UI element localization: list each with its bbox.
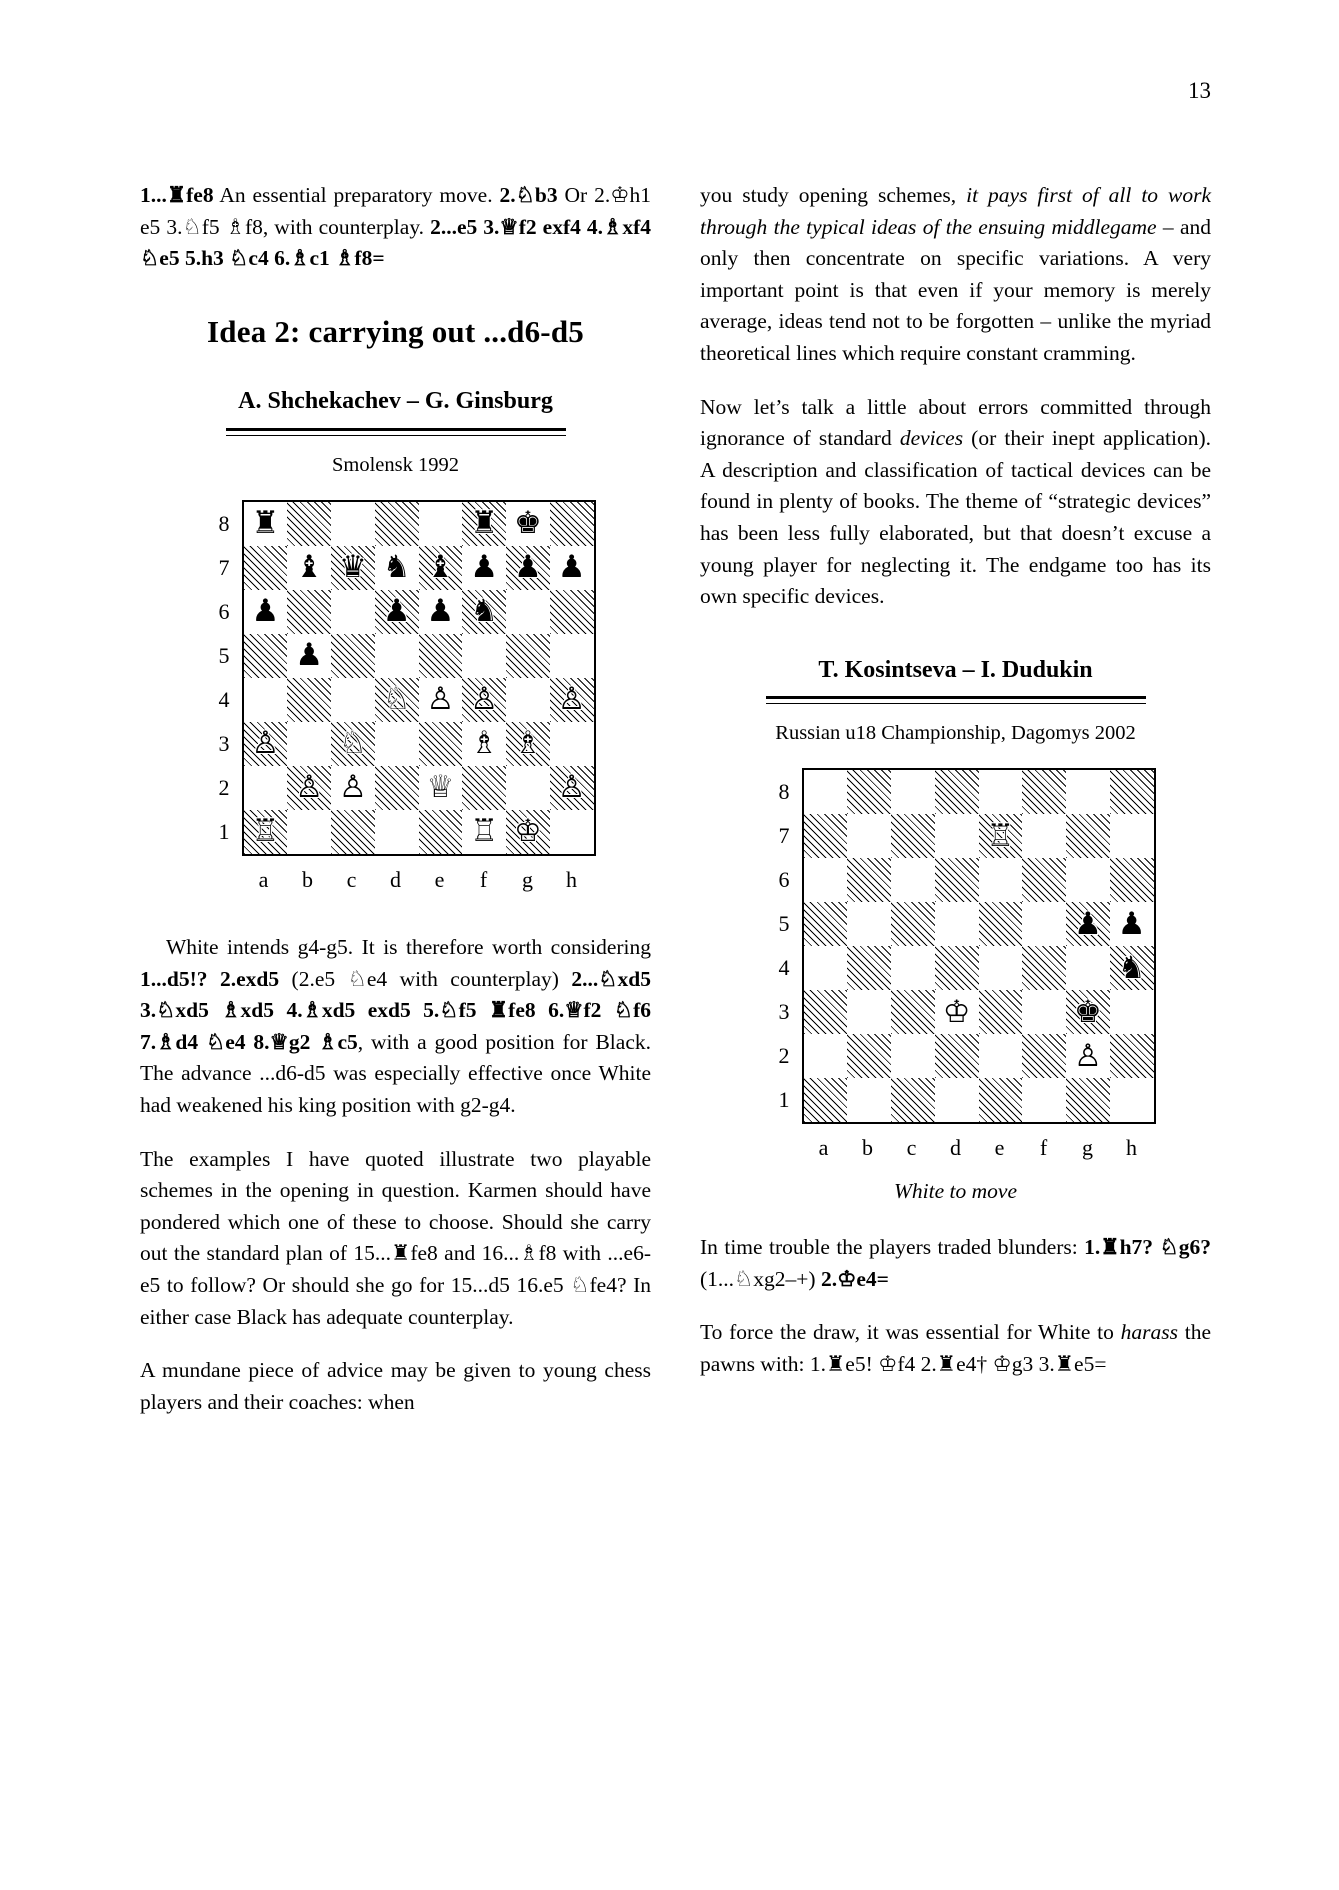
board-top-square	[375, 766, 419, 810]
board-top-square	[375, 634, 419, 678]
board-bottom-square	[891, 990, 935, 1034]
board-bottom-square	[1066, 770, 1110, 814]
right-column	[700, 180, 1211, 1402]
board-top-piece: ♚	[513, 505, 542, 542]
board-bottom-square	[804, 814, 848, 858]
board-top-square	[419, 502, 463, 546]
board-bottom-file-label: d	[950, 1135, 961, 1161]
board-top-square	[550, 634, 594, 678]
board-bottom-square	[1066, 990, 1110, 1034]
board-top-square	[550, 546, 594, 590]
game-header-players-2: T. Kosintseva – I. Dudukin	[818, 656, 1093, 683]
board-bottom-square	[935, 946, 979, 990]
board-top-square	[287, 810, 331, 854]
board-top-square	[550, 590, 594, 634]
right-paragraph-4: To force the draw, it was essential for White to harass the pawns with: 1.♜e5! ♔f4 2.♜e4† ♔g3 3.♜e5=	[700, 1320, 1211, 1376]
board-top-rank-label: 6	[218, 598, 230, 624]
board-top-square	[506, 678, 550, 722]
board-bottom-file-label: g	[1082, 1135, 1093, 1161]
board-bottom-square	[1066, 946, 1110, 990]
board-bottom-square	[804, 858, 848, 902]
board-top-square	[506, 634, 550, 678]
board-bottom-square	[935, 770, 979, 814]
board-top-square	[287, 590, 331, 634]
board-top-piece: ♞	[470, 593, 499, 630]
board-top-piece: ♗	[513, 725, 542, 762]
board-top-square	[462, 722, 506, 766]
board-bottom-square	[935, 858, 979, 902]
board-top-square	[331, 678, 375, 722]
board-bottom-square	[891, 1034, 935, 1078]
board-top-square	[419, 590, 463, 634]
board-top-piece: ♙	[557, 681, 586, 718]
board-bottom-square	[847, 990, 891, 1034]
board-top-file-label: f	[479, 866, 488, 892]
board-top-square	[331, 722, 375, 766]
board-top-piece: ♟	[557, 549, 586, 586]
board-top-rank-label: 5	[218, 642, 230, 668]
board-top-square	[244, 634, 288, 678]
board-bottom-square	[847, 770, 891, 814]
board-top-square	[550, 810, 594, 854]
board-bottom-rank-label: 8	[778, 779, 790, 805]
board-bottom-square	[891, 770, 935, 814]
board-bottom-square	[1022, 858, 1066, 902]
board-top-square	[462, 590, 506, 634]
board-bottom-rank-label: 3	[778, 999, 790, 1025]
board-bottom-square	[979, 902, 1023, 946]
board-bottom-square	[1066, 814, 1110, 858]
board-bottom-piece: ♟	[1117, 905, 1146, 942]
board-caption: White to move	[894, 1179, 1017, 1204]
board-bottom-square	[1022, 814, 1066, 858]
board-top-square	[506, 502, 550, 546]
board-bottom-square	[935, 1078, 979, 1122]
board-bottom-square	[1110, 1078, 1154, 1122]
left-column	[140, 180, 651, 1440]
board-bottom-piece: ♟	[1073, 905, 1102, 942]
board-bottom-grid	[802, 768, 1156, 1124]
board-bottom-square	[847, 1034, 891, 1078]
board-top-square	[244, 502, 288, 546]
board-bottom-rank-label: 7	[778, 823, 790, 849]
board-top-square	[506, 590, 550, 634]
board-top-piece: ♙	[295, 769, 324, 806]
board-bottom-square	[1110, 990, 1154, 1034]
board-bottom-file-label: h	[1126, 1135, 1137, 1161]
board-top-square	[550, 722, 594, 766]
board-top-piece: ♖	[470, 813, 499, 850]
board-bottom-square	[979, 946, 1023, 990]
board-top-square	[375, 590, 419, 634]
board-top-square	[419, 722, 463, 766]
board-bottom-square	[891, 814, 935, 858]
board-top-square	[375, 722, 419, 766]
board-top-piece: ♙	[470, 681, 499, 718]
board-top-square	[419, 678, 463, 722]
board-bottom-square	[1022, 946, 1066, 990]
board-bottom-rank-label: 2	[778, 1043, 790, 1069]
board-top-piece: ♙	[251, 725, 280, 762]
board-top-square	[506, 546, 550, 590]
board-top-piece: ♛	[338, 549, 367, 586]
idea-heading: Idea 2: carrying out ...d6-d5	[207, 313, 584, 349]
board-bottom-square	[979, 814, 1023, 858]
board-top-square	[550, 502, 594, 546]
board-bottom-square	[847, 946, 891, 990]
board-top-piece: ♟	[470, 549, 499, 586]
board-top-square	[550, 766, 594, 810]
board-top-square	[462, 502, 506, 546]
board-bottom-square	[804, 990, 848, 1034]
board-top-rank-label: 4	[218, 686, 230, 712]
board-bottom-square	[1110, 946, 1154, 990]
board-top-square	[506, 810, 550, 854]
page-number: 13	[1188, 78, 1211, 103]
board-bottom-rank-label: 5	[778, 911, 790, 937]
board-bottom-square	[804, 770, 848, 814]
board-top-square	[419, 546, 463, 590]
board-bottom-square	[1022, 1034, 1066, 1078]
board-bottom-square	[891, 858, 935, 902]
chess-board-top	[196, 500, 596, 896]
board-bottom-square	[1022, 770, 1066, 814]
board-bottom-square	[1022, 902, 1066, 946]
header-rule-2	[766, 696, 1146, 704]
board-top-square	[331, 766, 375, 810]
board-top-file-label: e	[434, 866, 445, 892]
right-paragraph-2: Now let’s talk a little about errors committed through ignorance of standard devices (or their inept application). A description and classification of tactical devices can be found in plenty of books. The theme of “strategic devices” has been less fully elaborated, but that doesn’t excuse a young player for neglecting it. The endgame too has its own specific devices.	[700, 394, 1211, 609]
board-top-file-label: h	[566, 866, 577, 892]
board-bottom-piece: ♙	[1073, 1037, 1102, 1074]
board-top-square	[287, 634, 331, 678]
board-bottom-square	[1066, 902, 1110, 946]
board-bottom-square	[804, 1034, 848, 1078]
board-top-piece: ♜	[470, 505, 499, 542]
board-bottom-square	[804, 946, 848, 990]
board-bottom-square	[979, 1078, 1023, 1122]
board-top-square	[462, 766, 506, 810]
board-top-file-label: a	[258, 866, 269, 892]
board-bottom-square	[1066, 1078, 1110, 1122]
board-top-square	[375, 678, 419, 722]
board-top-piece: ♘	[382, 681, 411, 718]
board-top-square	[550, 678, 594, 722]
board-top-piece: ♗	[470, 725, 499, 762]
board-top-square	[287, 722, 331, 766]
board-top-piece: ♟	[513, 549, 542, 586]
board-bottom-square	[935, 902, 979, 946]
board-top-file-label: g	[522, 866, 533, 892]
board-bottom-square	[935, 814, 979, 858]
board-top-piece: ♙	[557, 769, 586, 806]
board-top-grid	[242, 500, 596, 856]
board-bottom-rank-label: 6	[778, 867, 790, 893]
board-top-piece: ♖	[251, 813, 280, 850]
board-bottom-square	[1066, 858, 1110, 902]
board-top-file-label: c	[346, 866, 357, 892]
board-top-piece: ♝	[426, 549, 455, 586]
board-top-piece: ♟	[382, 593, 411, 630]
board-top-piece: ♔	[513, 813, 542, 850]
board-bottom-square	[1110, 814, 1154, 858]
board-bottom-square	[847, 858, 891, 902]
board-bottom-square	[891, 1078, 935, 1122]
board-bottom-square	[891, 902, 935, 946]
board-top-square	[375, 502, 419, 546]
left-paragraph-2: White intends g4-g5. It is therefore worth considering 1...d5!? 2.exd5 (2.e5 ♘e4 with counterplay) 2...♘xd5 3.♘xd5 ♗xd5 4.♗xd5 exd5 5.♘f5 ♜fe8 6.♕f2 ♘f6 7.♗d4 ♘e4 8.♕g2 ♗c5, with a good position for Black. The advance ...d6-d5 was especially effective once White had weakened his king position with g2-g4.	[140, 935, 651, 1118]
board-bottom-file-label: b	[862, 1135, 873, 1161]
left-paragraph-4: A mundane piece of advice may be given to young chess players and their coaches: when	[140, 1358, 651, 1414]
file-labels-bottom	[802, 1124, 1154, 1164]
board-top-piece: ♟	[426, 593, 455, 630]
board-top-file-label: b	[302, 866, 313, 892]
board-top-rank-label: 1	[218, 818, 230, 844]
right-paragraph-1: you study opening schemes, it pays first of all to work through the typical ideas of the ensuing middlegame – and only then concentrate on specific variations. A very important point is that even if your memory is merely average, ideas tend not to be forgotten – unlike the myriad theoretical lines which require constant cramming.	[700, 183, 1212, 365]
file-labels-top	[242, 856, 594, 896]
left-paragraph-3: The examples I have quoted illustrate two playable schemes in the opening in question. Karmen should have pondered which one of these to choose. Should she carry out the standard plan of 15...♜fe8 and 16...♗f8 with ...e6-e5 to follow? Or should she go for 15...d5 16.e5 ♘fe4? In either case Black has adequate counterplay.	[140, 1146, 651, 1329]
board-top-rank-label: 2	[218, 774, 230, 800]
board-bottom-square	[1110, 858, 1154, 902]
board-top-square	[244, 810, 288, 854]
board-top-square	[287, 502, 331, 546]
board-bottom-rank-label: 1	[778, 1087, 790, 1113]
board-top-square	[331, 546, 375, 590]
board-top-square	[506, 722, 550, 766]
board-top-square	[419, 634, 463, 678]
board-top-square	[462, 546, 506, 590]
board-top-square	[287, 766, 331, 810]
board-bottom-square	[804, 902, 848, 946]
board-bottom-piece: ♖	[986, 817, 1015, 854]
board-bottom-square	[847, 902, 891, 946]
game-event-1: Smolensk 1992	[332, 453, 459, 476]
board-bottom-square	[847, 814, 891, 858]
board-top-piece: ♙	[426, 681, 455, 718]
board-bottom-square	[1066, 1034, 1110, 1078]
board-top-piece: ♝	[295, 549, 324, 586]
board-top-piece: ♟	[295, 637, 324, 674]
board-bottom-square	[979, 990, 1023, 1034]
board-bottom-square	[979, 858, 1023, 902]
board-top-square	[419, 766, 463, 810]
board-bottom-file-label: f	[1039, 1135, 1048, 1161]
board-top-square	[244, 722, 288, 766]
board-top-square	[244, 766, 288, 810]
game-event-2: Russian u18 Championship, Dagomys 2002	[775, 721, 1136, 744]
board-bottom-rank-label: 4	[778, 955, 790, 981]
board-top-piece: ♕	[426, 769, 455, 806]
board-bottom-square	[804, 1078, 848, 1122]
board-top-square	[375, 546, 419, 590]
game-header-players-1: A. Shchekachev – G. Ginsburg	[238, 388, 553, 415]
board-top-square	[462, 810, 506, 854]
board-top-square	[331, 502, 375, 546]
board-top-piece: ♙	[338, 769, 367, 806]
board-top-square	[331, 634, 375, 678]
board-bottom-square	[891, 946, 935, 990]
board-bottom-square	[979, 770, 1023, 814]
left-paragraph-1: 1...♜fe8 An essential preparatory move. 2.♘b3 Or 2.♔h1 e5 3.♘f5 ♗f8, with counterplay. 2...e5 3.♕f2 exf4 4.♗xf4 ♘e5 5.h3 ♘c4 6.♗c1 ♗f8=	[140, 183, 651, 271]
board-bottom-square	[847, 1078, 891, 1122]
board-top-file-label: d	[390, 866, 401, 892]
board-top-square	[375, 810, 419, 854]
board-top-square	[244, 678, 288, 722]
board-top-piece: ♘	[338, 725, 367, 762]
board-bottom-file-label: a	[818, 1135, 829, 1161]
board-bottom-square	[935, 990, 979, 1034]
board-top-square	[244, 590, 288, 634]
board-top-square	[419, 810, 463, 854]
board-bottom-file-label: e	[994, 1135, 1005, 1161]
board-bottom-square	[1022, 1078, 1066, 1122]
board-top-piece: ♟	[251, 593, 280, 630]
board-top-square	[331, 810, 375, 854]
board-top-square	[287, 546, 331, 590]
board-top-rank-label: 3	[218, 730, 230, 756]
board-bottom-square	[1110, 902, 1154, 946]
board-top-square	[506, 766, 550, 810]
board-top-square	[462, 634, 506, 678]
board-bottom-square	[1110, 770, 1154, 814]
right-paragraph-3: In time trouble the players traded blunders: 1.♜h7? ♘g6? (1...♘xg2–+) 2.♔e4=	[700, 1235, 1211, 1291]
board-top-square	[331, 590, 375, 634]
board-bottom-piece: ♞	[1117, 949, 1146, 986]
board-top-piece: ♜	[251, 505, 280, 542]
chess-board-bottom	[756, 768, 1156, 1164]
board-bottom-square	[935, 1034, 979, 1078]
board-top-piece: ♞	[382, 549, 411, 586]
board-bottom-square	[1110, 1034, 1154, 1078]
board-top-rank-label: 8	[218, 510, 230, 536]
board-bottom-square	[1022, 990, 1066, 1034]
board-top-square	[287, 678, 331, 722]
board-top-rank-label: 7	[218, 554, 230, 580]
board-bottom-piece: ♔	[942, 993, 971, 1030]
board-top-square	[462, 678, 506, 722]
header-rule-1	[226, 428, 566, 436]
board-top-square	[244, 546, 288, 590]
board-bottom-square	[979, 1034, 1023, 1078]
board-bottom-file-label: c	[906, 1135, 917, 1161]
board-bottom-piece: ♚	[1073, 993, 1102, 1030]
